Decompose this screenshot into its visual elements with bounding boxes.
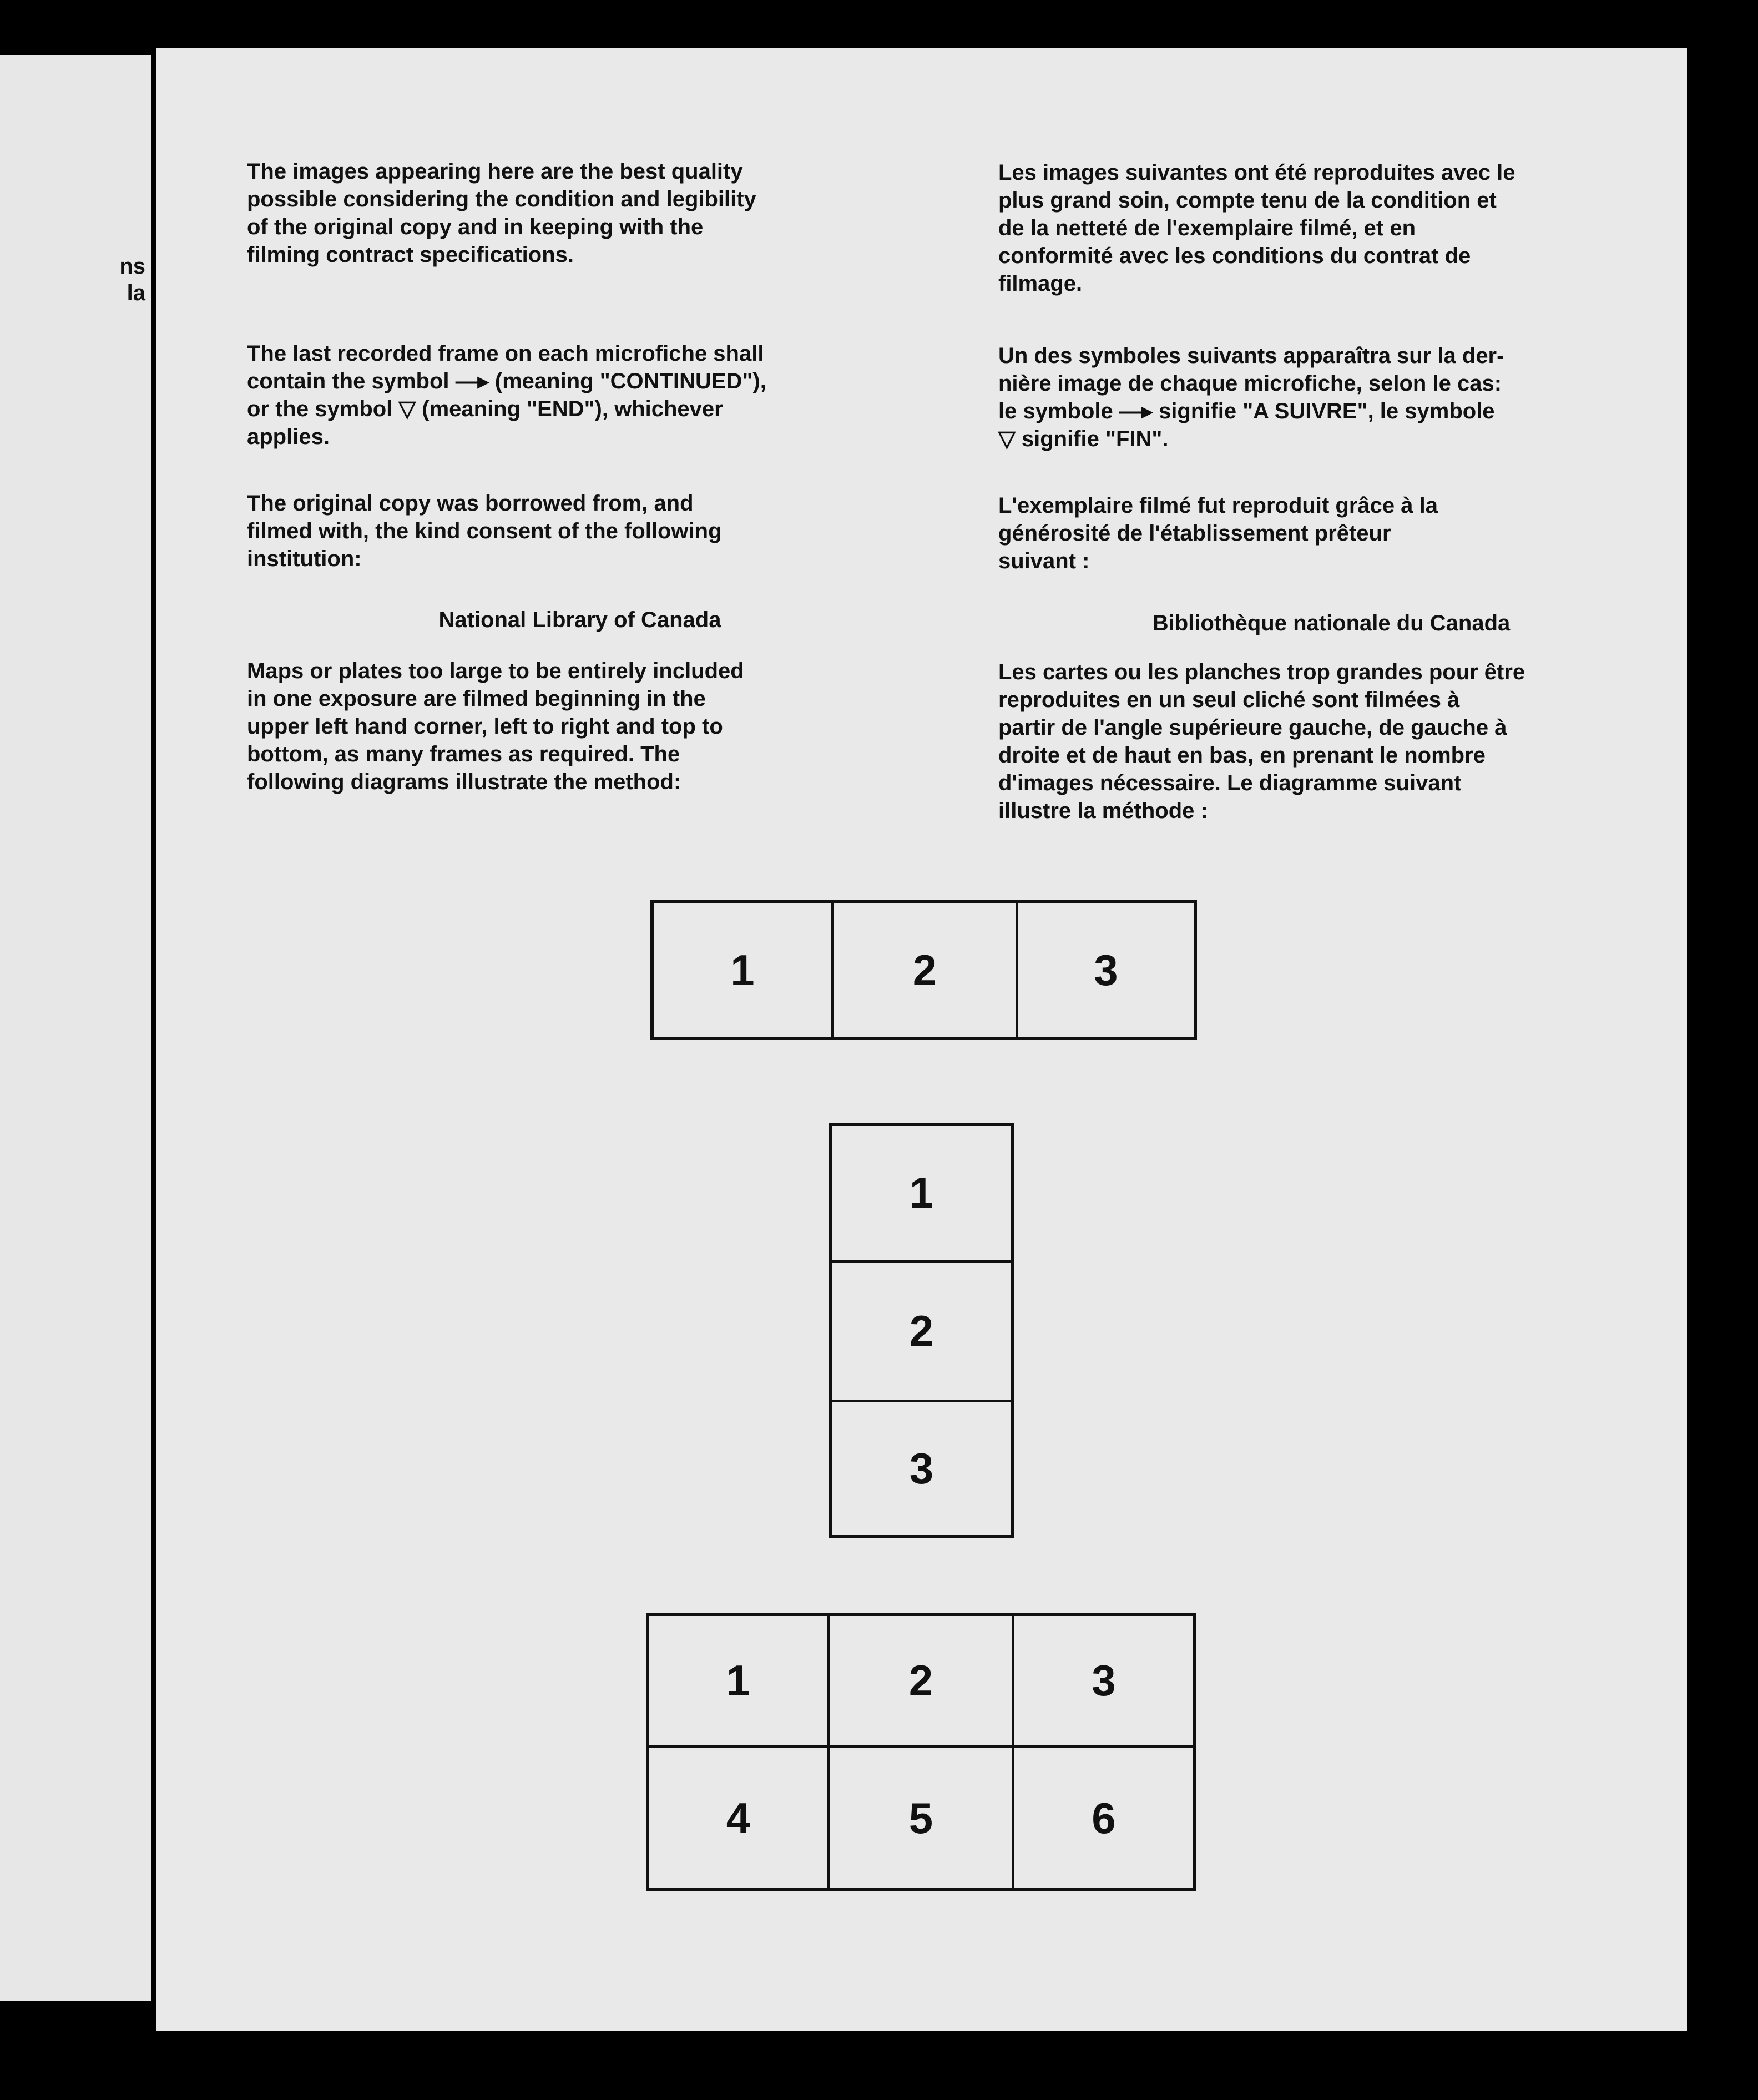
english-institution-name: National Library of Canada xyxy=(438,608,721,632)
english-paragraph-symbols xyxy=(247,312,913,478)
english-quality-text: The images appearing here are the best quality possible considering the condition and legibility of the original copy and in keeping with the filming contract specifications. xyxy=(247,159,756,267)
english-symbols-text: The last recorded frame on each microfiche shall contain the symbol —▸ (meaning "CONTINUED"), or the symbol ▽ (meaning "END"), whichever applies. xyxy=(247,341,766,449)
french-paragraph-maps xyxy=(998,630,1664,852)
edge-text-fragment: ns xyxy=(119,254,145,279)
french-institution-name: Bibliothèque nationale du Canada xyxy=(1152,611,1511,635)
diagram-cell: 5 xyxy=(830,1748,1014,1888)
french-institution-text: L'exemplaire filmé fut reproduit grâce à la générosité de l'établissement prêteur suivant : xyxy=(998,493,1438,573)
english-maps-text: Maps or plates too large to be entirely included in one exposure are filmed beginning in the upper left hand corner, left to right and top to bottom, as many frames as required. The following diagrams illustrate the method: xyxy=(247,659,744,794)
diagram-cell: 4 xyxy=(649,1748,830,1888)
diagram-cell: 2 xyxy=(834,903,1018,1037)
french-symbols-text: Un des symboles suivants apparaîtra sur la der- nière image de chaque microfiche, selon le cas: le symbole —▸ signifie "A SUIVRE", le symbole ▽ signifie "FIN". xyxy=(998,344,1504,451)
french-paragraph-symbols xyxy=(998,314,1664,481)
diagram-cell: 3 xyxy=(1094,945,1118,995)
french-paragraph-quality xyxy=(998,131,1664,325)
diagram-cell: 1 xyxy=(832,1126,1011,1263)
document-page xyxy=(156,48,1687,2031)
edge-text-fragment: la xyxy=(127,281,145,305)
previous-page-edge xyxy=(0,55,151,2001)
diagram-vertical-three xyxy=(829,1123,1014,1538)
diagram-cell: 2 xyxy=(832,1263,1011,1402)
diagram-cell: 2 xyxy=(830,1616,1014,1748)
english-paragraph-quality xyxy=(247,130,913,296)
diagram-grid-six xyxy=(646,1613,1196,1891)
french-maps-text: Les cartes ou les planches trop grandes pour être reproduites en un seul cliché sont filmées à partir de l'angle supérieure gauche, de gauche à droite et de haut en bas, en prenant le nombre d'images nécessaire. Le diagramme suivant illustre la méthode : xyxy=(998,660,1525,823)
french-quality-text: Les images suivantes ont été reproduites avec le plus grand soin, compte tenu de la condition et de la netteté de l'exemplaire filmé, et en conformité avec les conditions du contrat de filmage. xyxy=(998,160,1515,296)
english-institution-text: The original copy was borrowed from, and filmed with, the kind consent of the following institution: xyxy=(247,491,722,571)
diagram-cell: 6 xyxy=(1092,1793,1116,1842)
diagram-horizontal-three xyxy=(650,900,1197,1040)
diagram-cell: 3 xyxy=(1014,1616,1193,1748)
diagram-cell: 1 xyxy=(654,903,834,1037)
english-paragraph-maps xyxy=(247,629,913,824)
diagram-cell: 3 xyxy=(909,1444,934,1493)
diagram-cell: 1 xyxy=(649,1616,830,1748)
